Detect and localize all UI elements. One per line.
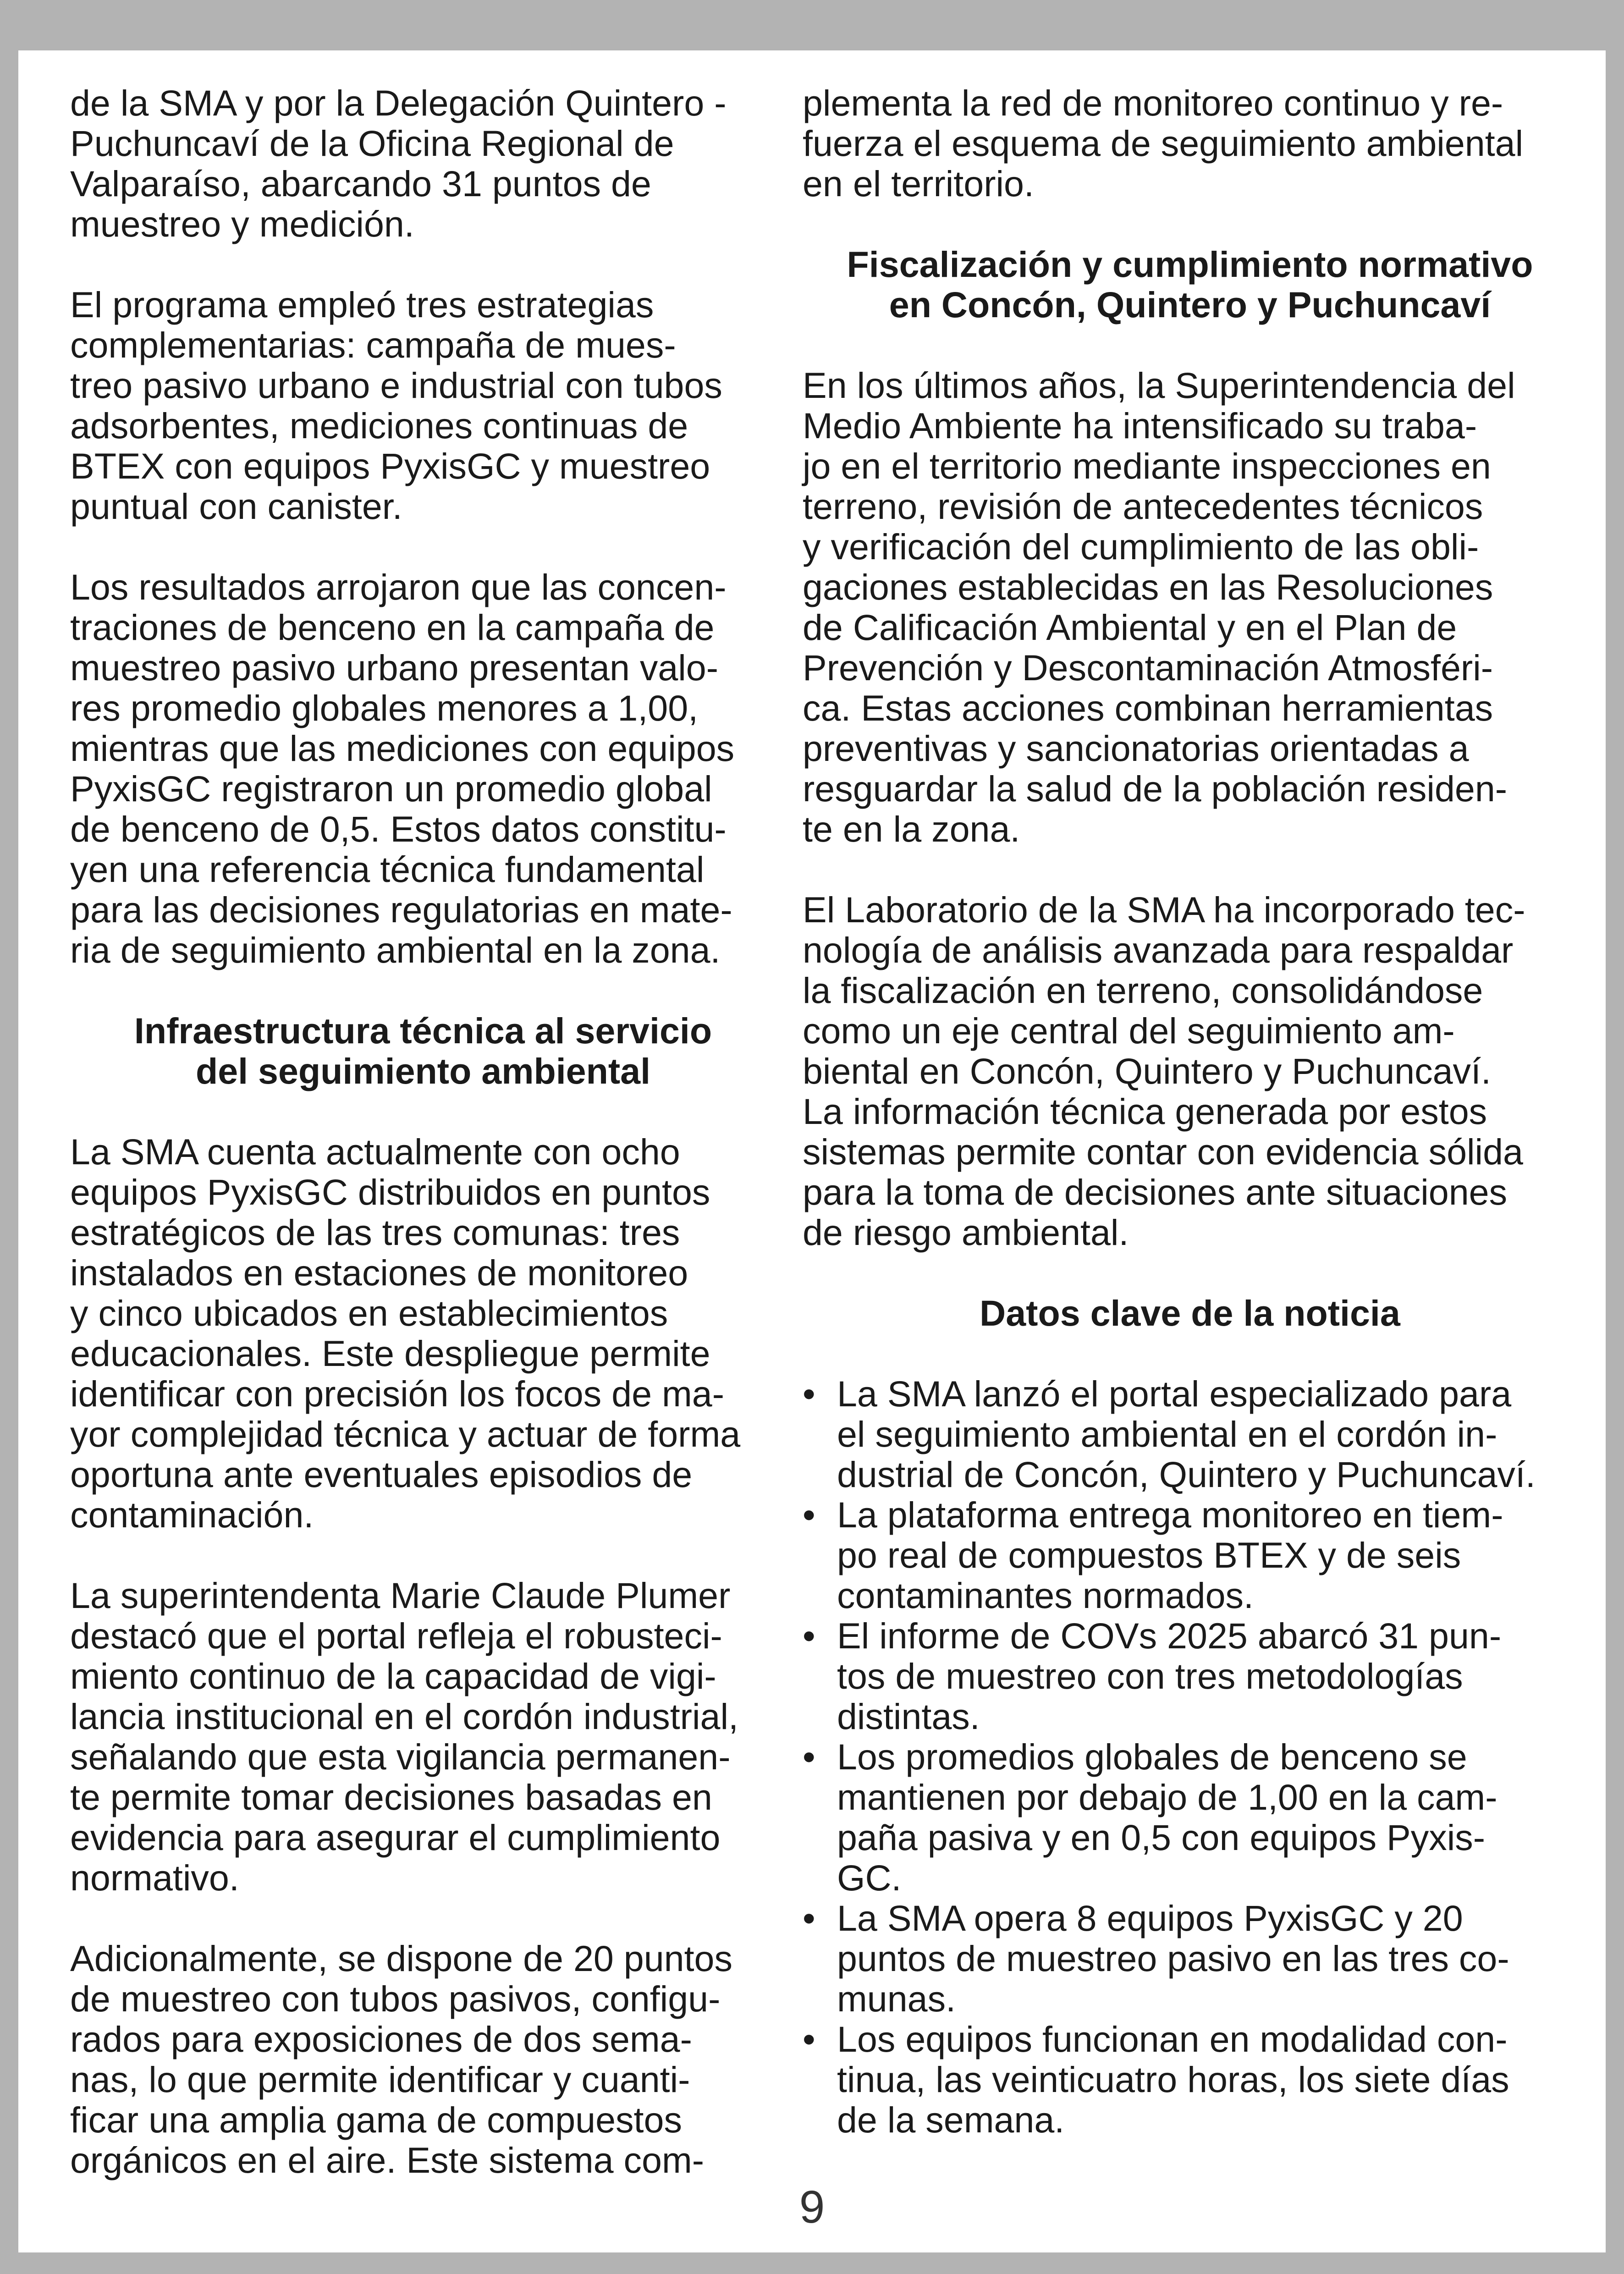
text-line: miento continuo de la capacidad de vigi-: [70, 1656, 716, 1696]
text-line: PyxisGC registraron un promedio global: [70, 768, 712, 809]
text-line: muestreo pasivo urbano presentan valo-: [70, 647, 719, 688]
bullet-icon: •: [803, 1615, 815, 1656]
paragraph-strategies: [70, 285, 778, 527]
bullet-line: munas.: [837, 1978, 956, 2019]
text-line: instalados en estaciones de monitoreo: [70, 1252, 688, 1293]
list-item: [803, 1898, 1582, 2019]
text-line: adsorbentes, mediciones continuas de: [70, 405, 688, 446]
bullet-line: de la semana.: [837, 2099, 1065, 2140]
text-line: de muestreo con tubos pasivos, configu-: [70, 1978, 721, 2019]
text-line: traciones de benceno en la campaña de: [70, 607, 715, 648]
bullet-icon: •: [803, 1736, 815, 1777]
text-line: treo pasivo urbano e industrial con tubos: [70, 365, 722, 406]
text-line: biental en Concón, Quintero y Puchuncaví.: [803, 1051, 1491, 1091]
text-line: En los últimos años, la Superintendencia del: [803, 365, 1515, 406]
heading-line: Fiscalización y cumplimiento normativo: [847, 244, 1533, 285]
section-heading-enforcement: [803, 244, 1582, 325]
bullet-line: dustrial de Concón, Quintero y Puchuncaví.: [837, 1454, 1536, 1495]
text-line: Prevención y Descontaminación Atmosféri-: [803, 647, 1493, 688]
bullet-icon: •: [803, 2019, 815, 2059]
text-line: La SMA cuenta actualmente con ocho: [70, 1131, 680, 1172]
text-line: educacionales. Este despliegue permite: [70, 1333, 710, 1374]
text-line: Valparaíso, abarcando 31 puntos de: [70, 163, 651, 204]
text-line: El programa empleó tres estrategias: [70, 284, 654, 325]
paragraph-intro-continuation: [70, 83, 778, 244]
bullet-line: paña pasiva y en 0,5 con equipos Pyxis-: [837, 1817, 1486, 1858]
bullet-line: tinua, las veinticuatro horas, los siete días: [837, 2059, 1509, 2100]
bullet-line: • Los promedios globales de benceno se: [803, 1736, 1467, 1777]
bullet-icon: •: [803, 1373, 815, 1414]
text-line: de benceno de 0,5. Estos datos constitu-: [70, 809, 727, 849]
paragraph-superintendent: [70, 1575, 778, 1898]
text-line: orgánicos en el aire. Este sistema com-: [70, 2140, 705, 2180]
text-line: para la toma de decisiones ante situaciones: [803, 1172, 1508, 1212]
bullet-line: distintas.: [837, 1696, 980, 1737]
text-line: mientras que las mediciones con equipos: [70, 728, 735, 769]
text-line: fuerza el esquema de seguimiento ambiental: [803, 123, 1524, 164]
text-line: Adicionalmente, se dispone de 20 puntos: [70, 1938, 732, 1979]
text-line: y cinco ubicados en establecimientos: [70, 1293, 668, 1333]
text-line: sistemas permite contar con evidencia sólida: [803, 1131, 1523, 1172]
text-line: lancia institucional en el cordón industrial,: [70, 1696, 738, 1737]
text-line: equipos PyxisGC distribuidos en puntos: [70, 1172, 710, 1212]
document-page: [18, 50, 1606, 2252]
text-line: complementarias: campaña de mues-: [70, 325, 676, 365]
list-item: [803, 2019, 1582, 2140]
text-line: BTEX con equipos PyxisGC y muestreo: [70, 446, 710, 486]
section-heading-infrastructure: [70, 1011, 778, 1091]
text-line: de la SMA y por la Delegación Quintero -: [70, 83, 727, 123]
bullet-line: • La SMA lanzó el portal especializado para: [803, 1373, 1512, 1414]
text-line: rados para exposiciones de dos sema-: [70, 2019, 692, 2059]
text-line: Medio Ambiente ha intensificado su traba-: [803, 405, 1477, 446]
bullet-line: po real de compuestos BTEX y de seis: [837, 1535, 1461, 1575]
paragraph-results: [70, 567, 778, 970]
section-heading-key-facts: Datos clave de la noticia: [980, 1293, 1400, 1333]
text-line: puntual con canister.: [70, 486, 402, 527]
text-line: resguardar la salud de la población residen-: [803, 768, 1508, 809]
text-line: nas, lo que permite identificar y cuanti-: [70, 2059, 690, 2100]
bullet-line: • La plataforma entrega monitoreo en tiem-: [803, 1494, 1503, 1535]
list-item: [803, 1737, 1582, 1898]
text-line: terreno, revisión de antecedentes técnicos: [803, 486, 1483, 527]
text-line: te en la zona.: [803, 809, 1020, 849]
left-column: [70, 83, 778, 2180]
text-line: en el territorio.: [803, 163, 1034, 204]
text-line: res promedio globales menores a 1,00,: [70, 688, 699, 728]
bullet-line: mantienen por debajo de 1,00 en la cam-: [837, 1777, 1497, 1817]
text-line: oportuna ante eventuales episodios de: [70, 1454, 693, 1495]
text-line: nología de análisis avanzada para respaldar: [803, 930, 1514, 970]
text-line: Los resultados arrojaron que las concen-: [70, 567, 727, 607]
text-line: contaminación.: [70, 1494, 314, 1535]
text-line: yen una referencia técnica fundamental: [70, 849, 705, 890]
heading-line: en Concón, Quintero y Puchuncaví: [889, 284, 1491, 325]
text-line: te permite tomar decisiones basadas en: [70, 1777, 712, 1817]
text-line: preventivas y sancionatorias orientadas a: [803, 728, 1469, 769]
heading-line: del seguimiento ambiental: [195, 1051, 651, 1091]
heading-line: Infraestructura técnica al servicio: [134, 1010, 712, 1051]
text-line: como un eje central del seguimiento am-: [803, 1010, 1455, 1051]
bullet-line: puntos de muestreo pasivo en las tres co-: [837, 1938, 1509, 1979]
bullet-icon: •: [803, 1898, 815, 1938]
list-item: [803, 1616, 1582, 1737]
bullet-icon: •: [803, 1494, 815, 1535]
text-line: de Calificación Ambiental y en el Plan de: [803, 607, 1457, 648]
right-column: [803, 83, 1582, 2140]
text-line: evidencia para asegurar el cumplimiento: [70, 1817, 721, 1858]
list-item: [803, 1495, 1582, 1616]
text-line: El Laboratorio de la SMA ha incorporado tec-: [803, 889, 1525, 930]
text-line: yor complejidad técnica y actuar de forma: [70, 1414, 741, 1454]
text-line: ria de seguimiento ambiental en la zona.: [70, 930, 721, 970]
text-line: normativo.: [70, 1857, 239, 1898]
bullet-line: contaminantes normados.: [837, 1575, 1254, 1616]
text-line: identificar con precisión los focos de ma-: [70, 1373, 725, 1414]
paragraph-enforcement: [803, 365, 1582, 849]
text-line: muestreo y medición.: [70, 204, 414, 244]
bullet-line: tos de muestreo con tres metodologías: [837, 1656, 1463, 1696]
text-line: gaciones establecidas en las Resoluciones: [803, 567, 1493, 607]
paragraph-laboratory: [803, 890, 1582, 1253]
text-line: la fiscalización en terreno, consolidándose: [803, 970, 1483, 1011]
text-line: La superintendenta Marie Claude Plumer: [70, 1575, 731, 1616]
text-line: estratégicos de las tres comunas: tres: [70, 1212, 680, 1253]
bullet-line: • La SMA opera 8 equipos PyxisGC y 20: [803, 1898, 1463, 1938]
bullet-line: • El informe de COVs 2025 abarcó 31 pun-: [803, 1615, 1502, 1656]
text-line: señalando que esta vigilancia permanen-: [70, 1736, 731, 1777]
paragraph-network-continuation: [803, 83, 1582, 204]
text-line: y verificación del cumplimiento de las obli-: [803, 526, 1479, 567]
text-line: La información técnica generada por estos: [803, 1091, 1487, 1132]
list-item: [803, 1374, 1582, 1495]
paragraph-passive-tubes: [70, 1938, 778, 2180]
page-number: 9: [799, 2181, 825, 2233]
paragraph-equipment: [70, 1132, 778, 1535]
text-line: ficar una amplia gama de compuestos: [70, 2099, 682, 2140]
text-line: Puchuncaví de la Oficina Regional de: [70, 123, 674, 164]
bullet-line: • Los equipos funcionan en modalidad con-: [803, 2019, 1508, 2059]
bullet-line: el seguimiento ambiental en el cordón in-: [837, 1414, 1497, 1454]
text-line: para las decisiones regulatorias en mate-: [70, 889, 732, 930]
text-line: ca. Estas acciones combinan herramientas: [803, 688, 1493, 728]
text-line: de riesgo ambiental.: [803, 1212, 1129, 1253]
text-line: plementa la red de monitoreo continuo y re-: [803, 83, 1503, 123]
text-line: destacó que el portal refleja el robusteci-: [70, 1615, 722, 1656]
bullet-line: GC.: [837, 1857, 902, 1898]
text-line: jo en el territorio mediante inspecciones en: [803, 446, 1491, 486]
key-facts-list: [803, 1374, 1582, 2140]
